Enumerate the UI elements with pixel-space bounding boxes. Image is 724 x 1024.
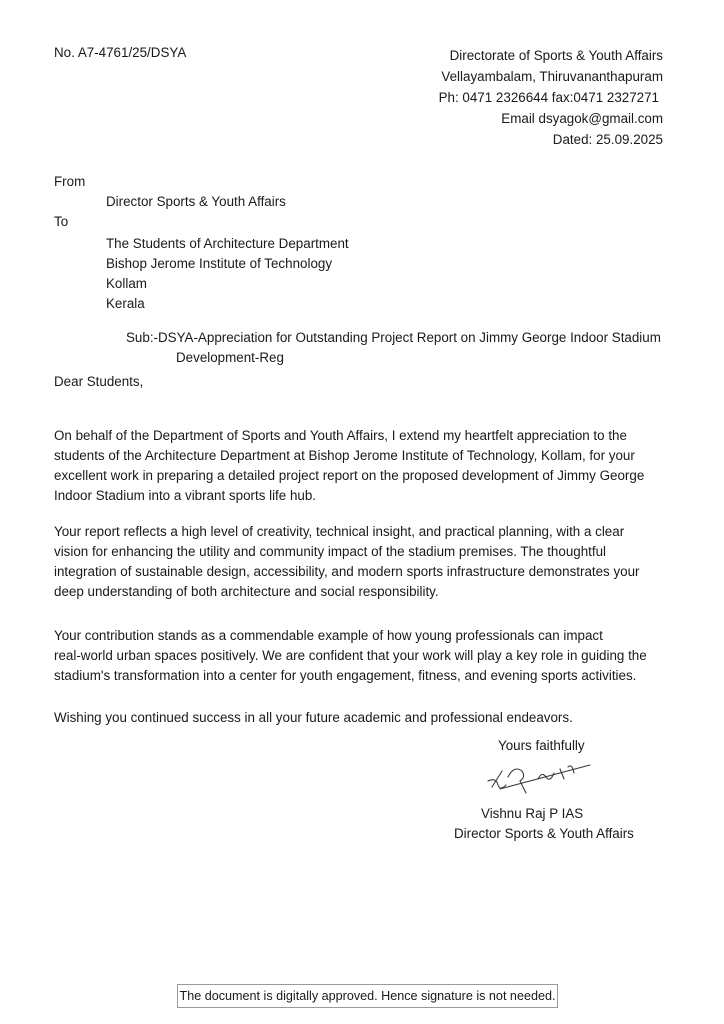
paragraph-line: vision for enhancing the utility and community impact of the stadium premises. The thoughtful — [54, 544, 607, 559]
paragraph-line: Your contribution stands as a commendable example of how young professionals can impact — [54, 628, 603, 643]
closing: Yours faithfully — [498, 738, 585, 753]
paragraph-line: deep understanding of both architecture and social responsibility. — [54, 584, 439, 599]
body-paragraph — [54, 708, 684, 728]
signature-image — [480, 755, 610, 795]
paragraph-line: stadium's transformation into a center for youth engagement, fitness, and evening sports activities. — [54, 668, 637, 683]
sender-address — [439, 45, 663, 150]
paragraph-line: excellent work in preparing a detailed project report on the proposed development of Jimmy George — [54, 468, 645, 483]
letter-date: Dated: 25.09.2025 — [552, 132, 663, 147]
recipient-line: Kerala — [106, 296, 145, 311]
sender-email: Email dsyagok@gmail.com — [501, 111, 663, 126]
recipient-line: The Students of Architecture Department — [106, 236, 349, 251]
signer-name: Vishnu Raj P IAS — [481, 806, 584, 821]
reference-number: No. A7-4761/25/DSYA — [54, 45, 187, 60]
paragraph-line: integration of sustainable design, accessibility, and modern sports infrastructure demonstrates your — [54, 564, 640, 579]
paragraph-line: Your report reflects a high level of creativity, technical insight, and practical planning, with a clear — [54, 524, 625, 539]
from-name: Director Sports & Youth Affairs — [106, 194, 286, 209]
paragraph-line: Indoor Stadium into a vibrant sports life hub. — [54, 488, 317, 503]
paragraph-line: students of the Architecture Department at Bishop Jerome Institute of Technology, Kollam, for your — [54, 448, 635, 463]
subject-line: Development-Reg — [176, 350, 284, 365]
body-paragraph — [54, 626, 684, 686]
digital-approval-notice: The document is digitally approved. Hence signature is not needed. — [177, 984, 558, 1008]
body-paragraph — [54, 522, 684, 602]
paragraph-line: Wishing you continued success in all your future academic and professional endeavors. — [54, 710, 573, 725]
from-label: From — [54, 174, 86, 189]
body-paragraph — [54, 426, 684, 506]
sender-phone-fax: Ph: 0471 2326644 fax:0471 2327271 — [438, 90, 659, 105]
signer-title: Director Sports & Youth Affairs — [454, 826, 634, 841]
recipient-line: Bishop Jerome Institute of Technology — [106, 256, 333, 271]
recipient-address — [106, 234, 349, 314]
subject — [126, 328, 661, 368]
to-label: To — [54, 214, 69, 229]
sender-org: Directorate of Sports & Youth Affairs — [449, 48, 663, 63]
recipient-line: Kollam — [106, 276, 147, 291]
paragraph-line: On behalf of the Department of Sports and Youth Affairs, I extend my heartfelt appreciation to the — [54, 428, 627, 443]
paragraph-line: real-world urban spaces positively. We are confident that your work will play a key role in guiding the — [54, 648, 647, 663]
subject-line: Sub:-DSYA-Appreciation for Outstanding Project Report on Jimmy George Indoor Stadium — [126, 330, 661, 345]
sender-location: Vellayambalam, Thiruvananthapuram — [441, 69, 663, 84]
salutation: Dear Students, — [54, 374, 144, 389]
